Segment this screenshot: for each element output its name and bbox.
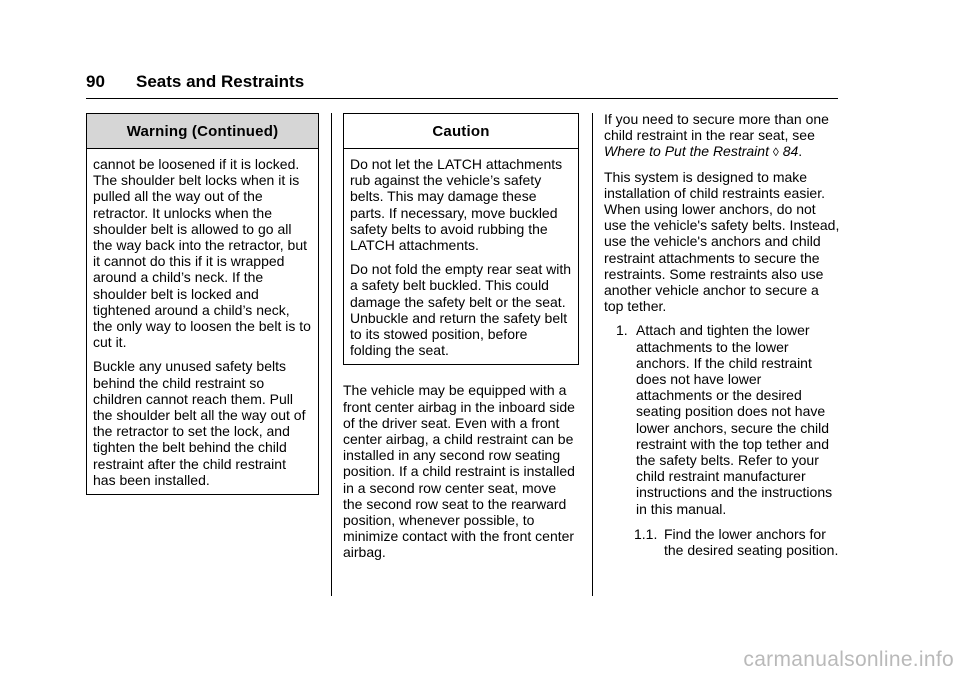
airbag-paragraph: The vehicle may be equipped with a front center airbag in the inboard side of the driver seat. Even with a front center airbag, a child restraint can be installed in any second row seating position. If a child restraint is installed in a second row center seat, move the second row seat to the rearward position, whenever possible, to minimize contact with the front center airbag.	[343, 382, 575, 561]
system-paragraph: This system is designed to make installation of child restraints easier. When using lower anchors, do not use the vehicle's safety belts. Instead, use the vehicle's anchors and child restraint attachments to secure the restraints. Some restraints also use another vehicle anchor to secure a top tether.	[604, 168, 840, 315]
warning-body	[87, 149, 318, 494]
section-title: Seats and Restraints	[136, 72, 305, 91]
warning-title: Warning (Continued)	[87, 114, 318, 149]
warning-paragraph: cannot be loosened if it is locked. The shoulder belt locks when it is pulled all the way out of the retractor. It unlocks when the shoulder belt is allowed to go all the way back into the retractor, but it cannot do this if it is wrapped around a child’s neck. If the shoulder belt is locked and tightened around a child’s neck, the only way to loosen the belt is to cut it.	[93, 156, 311, 351]
warning-paragraph: Buckle any unused safety belts behind the child restraint so children cannot reach them. Pull the shoulder belt all the way out of the retractor to set the lock, and tighten the belt behind the child restraint after the child restraint has been installed.	[93, 358, 306, 488]
caution-paragraph: Do not fold the empty rear seat with a safety belt buckled. This could damage the safety belt or the seat. Unbuckle and return the safety belt to its stowed position, before folding the seat.	[350, 261, 571, 359]
column-3	[604, 111, 840, 558]
warning-box	[86, 113, 319, 495]
caution-paragraph: Do not let the LATCH attachments rub against the vehicle’s safety belts. This may damage these parts. If necessary, move buckled safety belts to avoid rubbing the LATCH attachments.	[350, 156, 563, 254]
intro-end: .	[798, 143, 803, 160]
substep-number: 1.1.	[634, 525, 658, 542]
column-1	[86, 113, 319, 495]
page-number: 90	[86, 72, 105, 91]
page-ref-icon: ◊	[772, 145, 779, 160]
restraint-location-link[interactable]: Where to Put the Restraint	[604, 143, 769, 160]
intro-paragraph	[604, 111, 840, 161]
column-divider-2	[592, 113, 593, 596]
caution-body	[344, 149, 578, 364]
page-ref-number[interactable]: 84	[782, 143, 799, 160]
caution-title: Caution	[344, 114, 578, 149]
column-divider-1	[331, 113, 332, 596]
substep-text: Find the lower anchors for the desired seating position.	[664, 525, 839, 559]
step-text: Attach and tighten the lower attachments to the lower anchors. If the child restraint does not have lower attachments or the desired seating position does not have lower anchors, secure the child restraint with the top tether and the safety belts. Refer to your child restraint manufacturer instructions and the instructions in this manual.	[636, 322, 833, 517]
intro-text: If you need to secure more than one child restraint in the rear seat, see	[604, 111, 829, 144]
page-header	[86, 70, 838, 99]
column-2	[343, 113, 579, 569]
step-1	[616, 322, 840, 516]
caution-box	[343, 113, 579, 365]
step-number: 1.	[616, 322, 628, 339]
substep-1-1	[634, 526, 840, 558]
watermark: carmanualsonline.info	[743, 648, 954, 671]
